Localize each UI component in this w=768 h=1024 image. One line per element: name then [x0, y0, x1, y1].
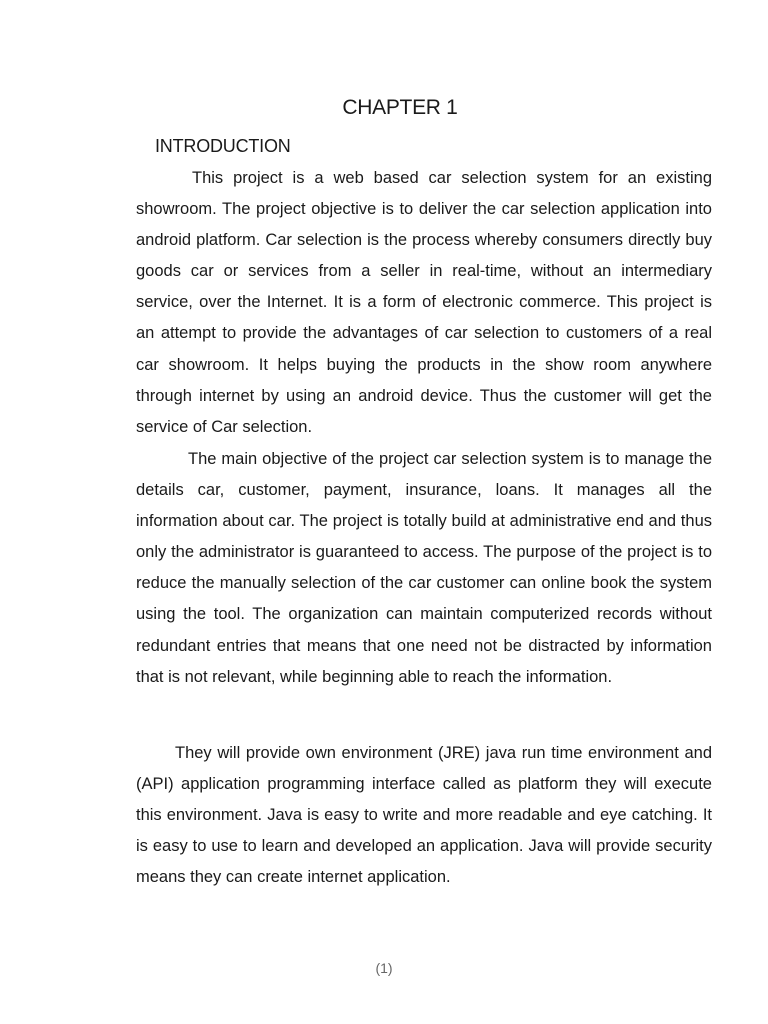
page-number: (1): [375, 960, 393, 976]
paragraph-java: They will provide own environment (JRE) java run time environment and (API) application programming interface called as platform they will execute this environment. Java is easy to write and more readable and eye catching. It is easy to use to learn and developed an application. Java will provide security means they can create internet application.: [136, 744, 712, 887]
paragraph-objective: The main objective of the project car selection system is to manage the details car, customer, payment, insurance, loans. It manages all the information about car. The project is totally build at administrative end and thus only the administrator is guaranteed to access. The purpose of the project is to reduce the manually selection of the car customer can online book the system using the tool. The organization can maintain computerized records without redundant entries that means that one need not be distracted by information that is not relevant, while beginning able to reach the information.: [136, 450, 712, 686]
paragraph-intro: This project is a web based car selection system for an existing showroom. The project objective is to deliver the car selection application into android platform. Car selection is the process whereby consumers directly buy goods car or services from a seller in real-time, without an intermediary service, over the Internet. It is a form of electronic commerce. This project is an attempt to provide the advantages of car selection to customers of a real car showroom. It helps buying the products in the show room anywhere through internet by using an android device. Thus the customer will get the service of Car selection.: [136, 169, 712, 436]
section-heading: INTRODUCTION: [155, 136, 291, 156]
chapter-title: CHAPTER 1: [342, 96, 458, 119]
